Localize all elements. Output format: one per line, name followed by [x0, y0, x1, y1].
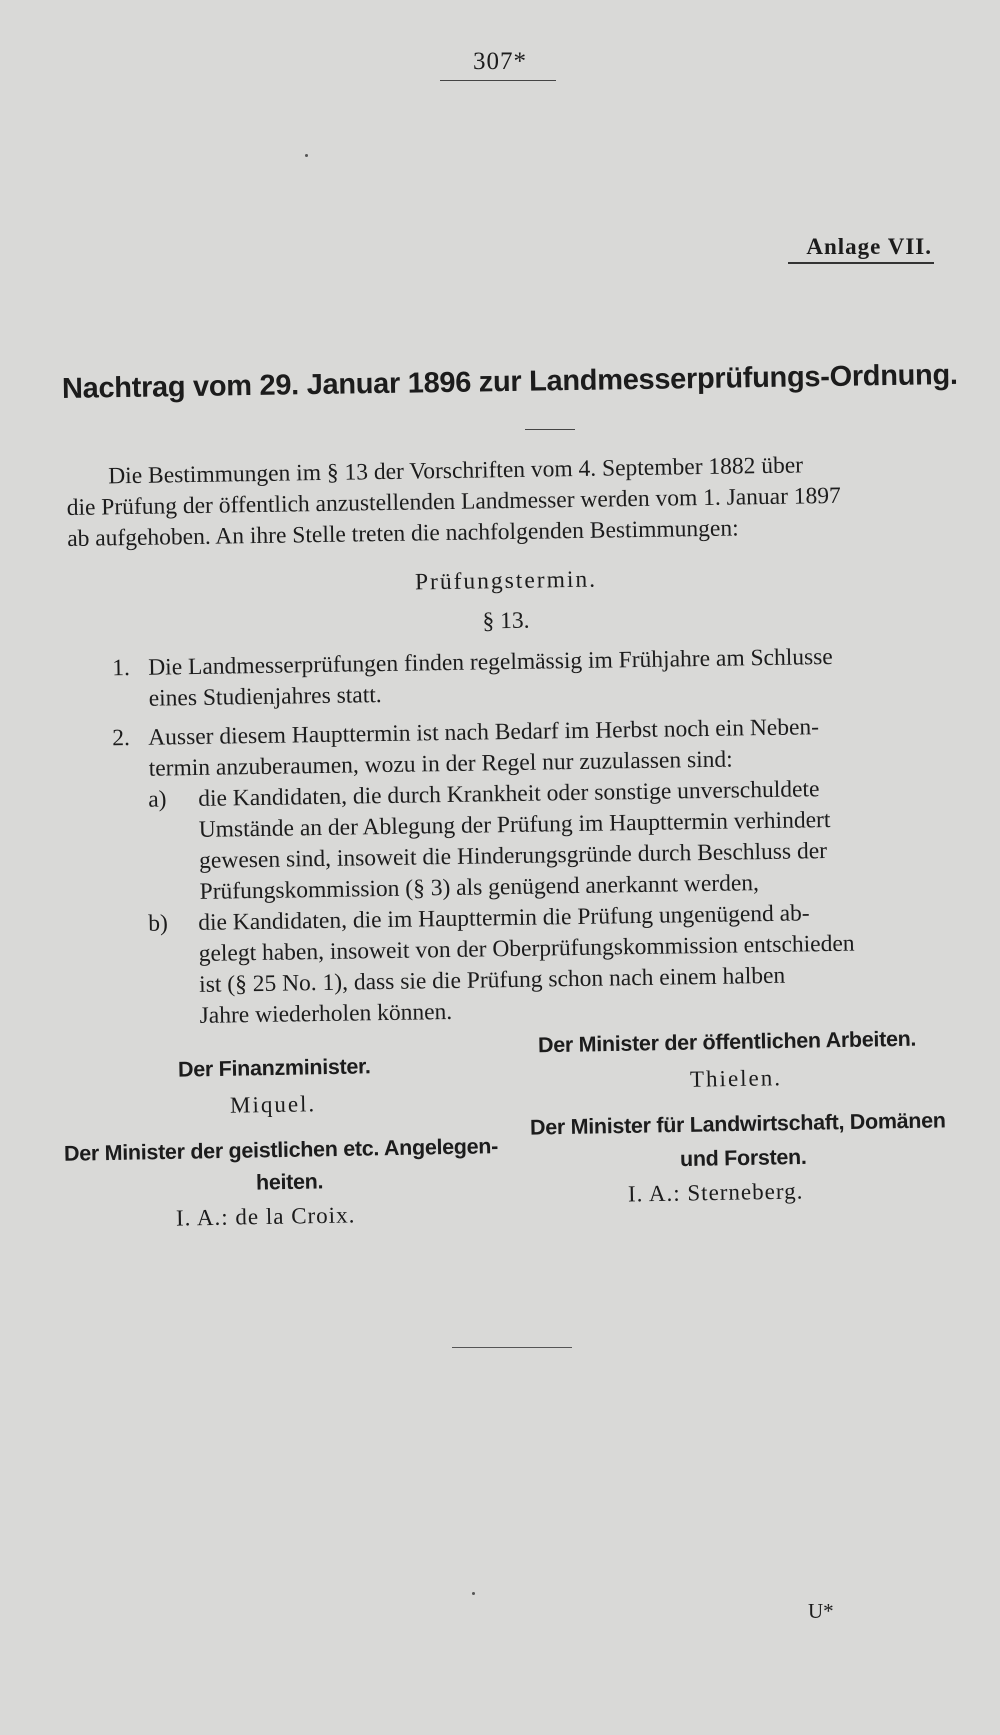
annex-underline [788, 262, 934, 264]
sub-item-marker: a) [148, 786, 167, 813]
list-item-line: termin anzuberaumen, wozu in der Regel nur zuzulassen sind: [148, 746, 733, 782]
intro-line: Die Bestimmungen im § 13 der Vorschriften vom 4. September 1882 über [108, 452, 804, 490]
sub-item-line: die Kandidaten, die im Haupttermin die Prüfung ungenügend ab- [198, 900, 810, 936]
speck [305, 154, 308, 157]
intro-paragraph [66, 448, 947, 555]
page-number: 307* [473, 48, 527, 75]
signature-name-public-works: Thielen. [689, 1065, 783, 1092]
footer-signature-mark: U* [808, 1599, 834, 1623]
page-number-rule [440, 80, 556, 81]
signature-name-agriculture: I. A.: Sterneberg. [627, 1178, 804, 1207]
bottom-rule [452, 1347, 572, 1348]
sub-item-line: Umstände an der Ablegung der Prüfung im Haupttermin verhindert [198, 806, 831, 843]
sub-item-line: ist (§ 25 No. 1), dass sie die Prüfung schon nach einem halben [198, 962, 786, 998]
intro-line: die Prüfung der öffentlich anzustellenden Landmesser werden vom 1. Januar 1897 [66, 482, 842, 521]
title-rule [525, 429, 575, 430]
signature-label-finance: Der Finanzminister. [177, 1054, 371, 1082]
signature-label-agriculture: Der Minister für Landwirtschaft, Domänen [529, 1108, 946, 1140]
annex-label: Anlage VII. [806, 234, 932, 259]
list-item-line: Ausser diesem Haupttermin ist nach Bedarf im Herbst noch ein Neben- [148, 714, 820, 751]
signature-name-spiritual: I. A.: de la Croix. [175, 1202, 356, 1231]
signature-label-spiritual: heiten. [255, 1169, 324, 1195]
signature-label-agriculture: und Forsten. [679, 1144, 807, 1172]
intro-line: ab aufgehoben. An ihre Stelle treten die nachfolgenden Bestimmungen: [67, 515, 739, 552]
sub-item-line: Prüfungskommission (§ 3) als genügend anerkannt werden, [199, 870, 760, 905]
speck [472, 1592, 475, 1595]
list-item-1 [66, 640, 946, 712]
sub-item-line: gewesen sind, insoweit die Hinderungsgründe durch Beschluss der [198, 838, 828, 874]
list-number: 1. [112, 655, 131, 682]
list-number: 2. [112, 725, 131, 752]
section-heading: Prüfungstermin. [414, 566, 598, 596]
section-number: § 13. [482, 607, 530, 635]
sub-item-marker: b) [148, 910, 169, 937]
signature-label-spiritual: Der Minister der geistlichen etc. Angelegen- [63, 1134, 499, 1166]
sub-item-line: gelegt haben, insoweit von der Oberprüfungskommission entschieden [198, 930, 855, 967]
sub-item-line: die Kandidaten, die durch Krankheit oder sonstige unverschuldete [198, 776, 820, 812]
list-item-line: Die Landmesserprüfungen finden regelmässig im Frühjahre am Schlusse [148, 643, 833, 681]
signature-label-public-works: Der Minister der öffentlichen Arbeiten. [537, 1026, 917, 1058]
signature-name-finance: Miquel. [229, 1091, 317, 1118]
list-item-line: eines Studienjahres statt. [148, 682, 382, 712]
document-title: Nachtrag vom 29. Januar 1896 zur Landmesserprüfungs-Ordnung. [61, 358, 958, 405]
sub-item-line: Jahre wiederholen können. [199, 998, 453, 1029]
